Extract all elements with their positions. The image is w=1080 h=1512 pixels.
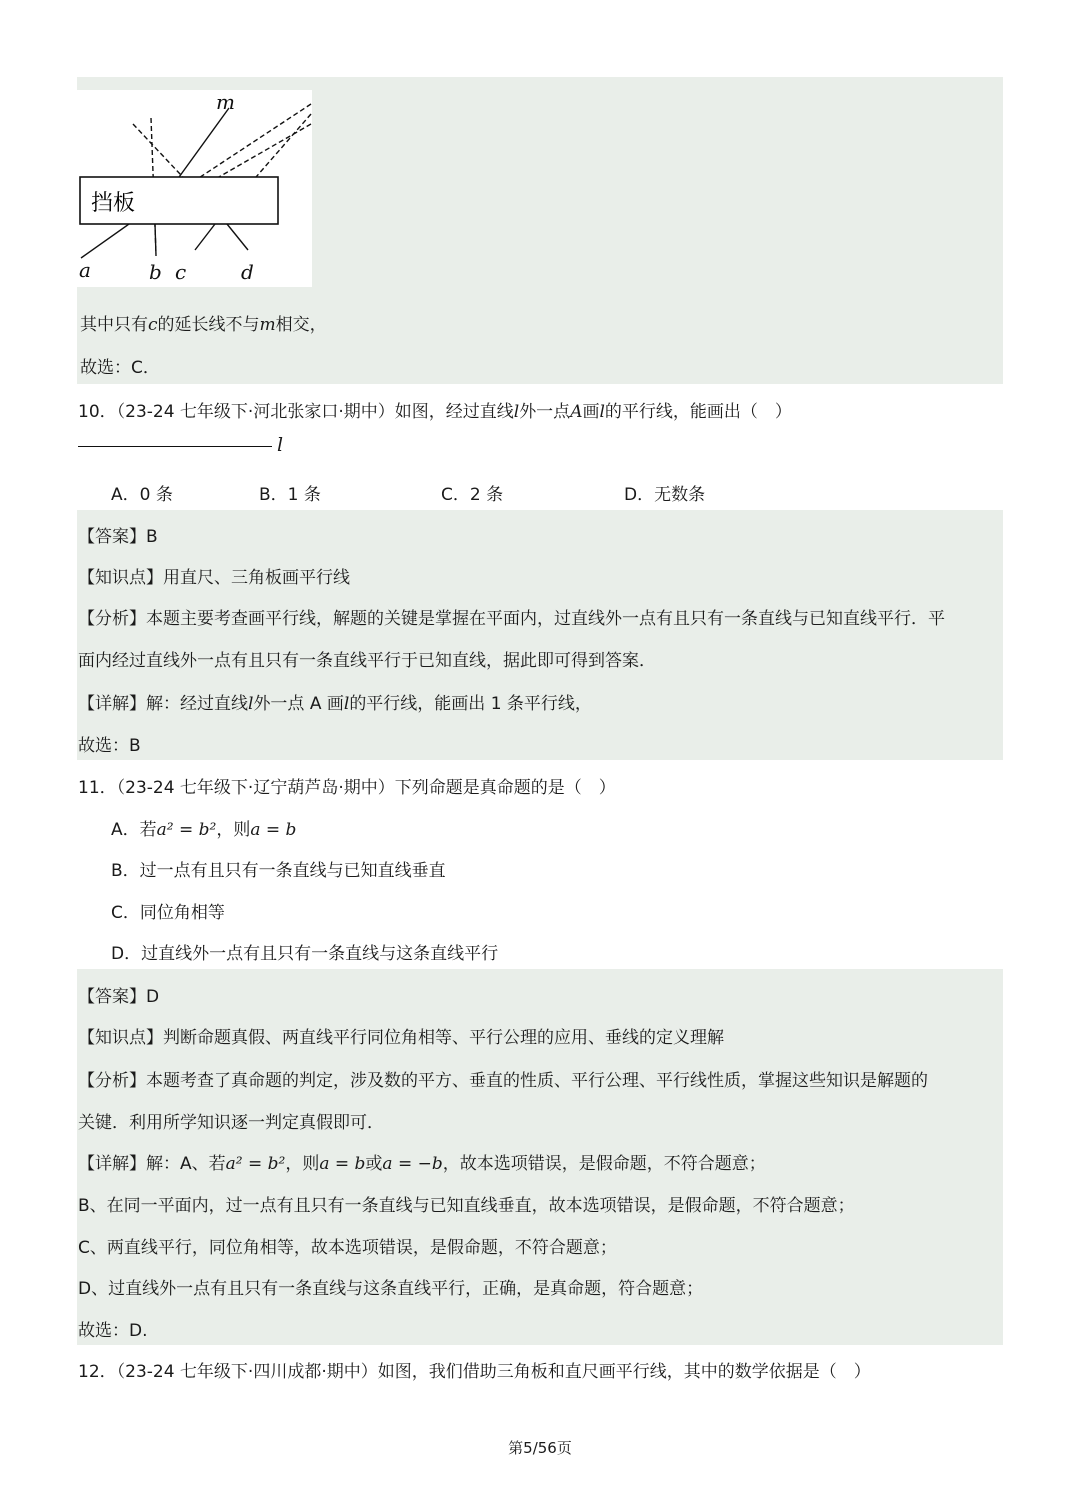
q11-detail-b: B、在同一平面内，过一点有且只有一条直线与已知直线垂直，故本选项错误，是假命题，不符合题意； [78,1196,855,1216]
q10-option-c: C．2 条 [441,485,504,505]
q10-knowledge: 【知识点】用直尺、三角板画平行线 [78,568,350,588]
label-m: m [216,90,235,114]
q11-detail-d: D、过直线外一点有且只有一条直线与这条直线平行，正确，是真命题，符合题意； [78,1279,704,1299]
q11-option-b: B．过一点有且只有一条直线与已知直线垂直 [111,861,446,881]
label-b: b [149,260,162,284]
line-d-solid [227,224,248,250]
q11-detail-c: C、两直线平行，同位角相等，故本选项错误，是假命题，不符合题意； [78,1238,617,1258]
lines-figure [77,90,312,287]
q11-option-d: D．过直线外一点有且只有一条直线与这条直线平行 [111,944,499,964]
q11-analysis-2: 关键．利用所学知识逐一判定真假即可． [78,1113,384,1133]
board-label: 挡板 [91,191,136,216]
q10-line-l [78,446,272,447]
q10-option-a: A．0 条 [111,485,173,505]
solution-block-q10 [77,510,1003,760]
q10-choose: 故选：B [78,736,141,756]
q10-option-d: D．无数条 [624,485,706,505]
label-a: a [79,258,91,282]
q10-detail: 【详解】解：经过直线l外一点 A 画l的平行线，能画出 1 条平行线， [78,694,592,714]
q10-analysis-1: 【分析】本题主要考查画平行线，解题的关键是掌握在平面内，过直线外一点有且只有一条直线与已知直线平行．平 [78,609,945,629]
q12-stem: 12．（23-24 七年级下·四川成都·期中）如图，我们借助三角板和直尺画平行线，其中的数学依据是（ ） [78,1362,871,1382]
q9-explanation: 其中只有c的延长线不与m相交， [80,315,327,335]
q10-stem: 10．（23-24 七年级下·河北张家口·期中）如图，经过直线l外一点A画l的平行线，能画出（ ） [78,402,792,422]
q11-answer: 【答案】D [78,987,160,1007]
page-number: 第5/56页 [508,1439,572,1457]
q10-option-b: B．1 条 [259,485,321,505]
q9-choose: 故选：C． [80,358,160,378]
q11-stem: 11．（23-24 七年级下·辽宁葫芦岛·期中）下列命题是真命题的是（ ） [78,778,616,798]
line-b-solid [155,224,156,256]
q11-option-c: C．同位角相等 [111,903,225,923]
q10-line-label: l [277,434,284,456]
q9-figure [77,90,312,287]
q11-detail-a: 【详解】解：A、若a² = b²，则a = b或a = −b，故本选项错误，是假命题，不符合题意； [78,1154,766,1174]
q11-choose: 故选：D. [78,1321,148,1341]
q11-analysis-1: 【分析】本题考查了真命题的判定，涉及数的平方、垂直的性质、平行公理、平行线性质，掌握这些知识是解题的 [78,1071,928,1091]
q11-knowledge: 【知识点】判断命题真假、两直线平行同位角相等、平行公理的应用、垂线的定义理解 [78,1028,724,1048]
q10-analysis-2: 面内经过直线外一点有且只有一条直线平行于已知直线，据此即可得到答案． [78,651,656,671]
q10-answer: 【答案】B [78,527,158,547]
label-c: c [175,260,187,284]
line-a-solid [81,224,129,258]
q11-option-a: A．若a² = b²，则a = b [111,820,297,840]
label-d: d [241,260,254,284]
line-c-solid [195,224,215,250]
